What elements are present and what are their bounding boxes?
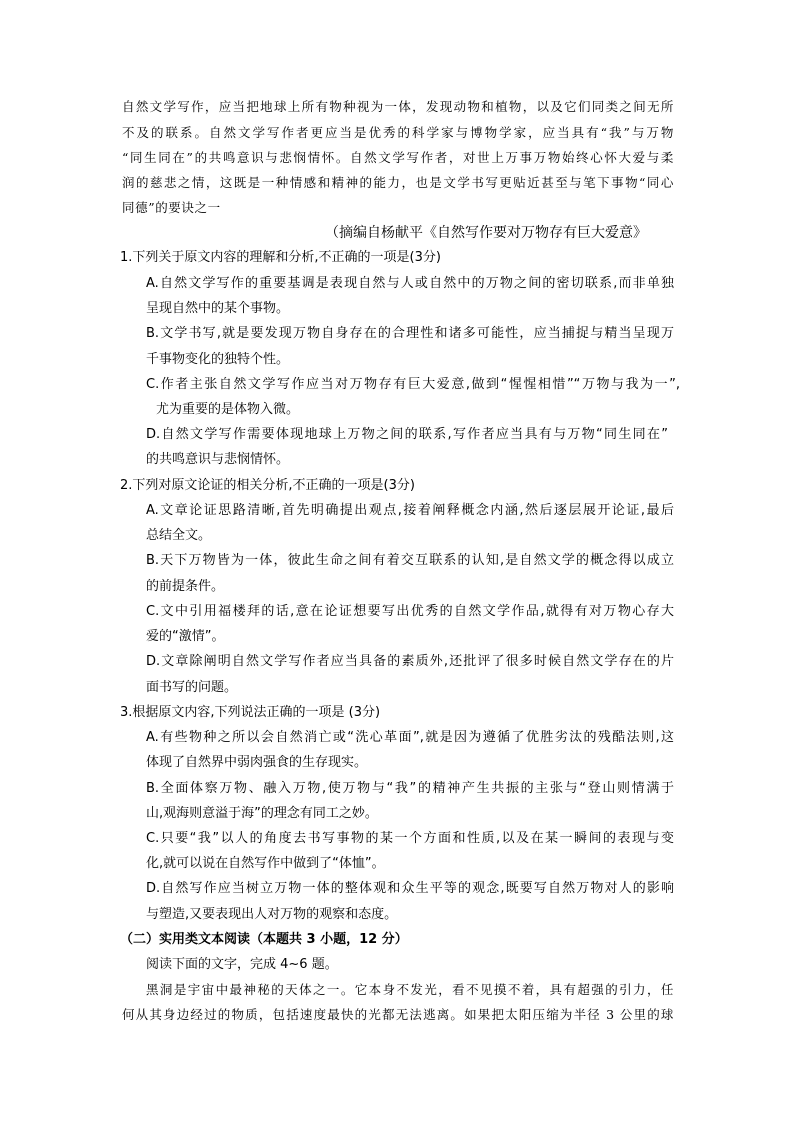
- q3-option-a-line-2: 体现了自然界中弱肉强食的生存现实。: [146, 755, 368, 770]
- q1-option-a-line-1: A.自然文学写作的重要基调是表现自然与人或自然中的万物之间的密切联系,而非单独: [146, 276, 674, 291]
- q2-option-c-line-2: 爱的“激情”。: [146, 629, 225, 644]
- q1-option-a-line-2: 呈现自然中的某个事物。: [146, 301, 290, 316]
- q3-option-a-line-1: A.有些物种之所以会自然消亡或“洗心革面”,就是因为遵循了优胜劣汰的残酷法则,这: [146, 730, 674, 745]
- q1-option-c-line-1: C.作者主张自然文学写作应当对万物存有巨大爱意,做到“惺惺相惜”“万物与我为一”,: [146, 377, 680, 392]
- passage-top-line-4: 润的慈悲之情，这既是一种情感和精神的能力，也是文学书写更贴近甚至与笔下事物“同心: [122, 175, 674, 190]
- q1-stem: 1.下列关于原文内容的理解和分析,不正确的一项是(3分): [120, 250, 441, 265]
- section-2-instruction: 阅读下面的文字，完成 4~6 题。: [146, 957, 338, 972]
- passage-bottom-line-2: 何从其身边经过的物质，包括速度最快的光都无法逃离。如果把太阳压缩为半径 3 公里的球: [122, 1007, 674, 1022]
- q2-option-b-line-2: 的前提条件。: [146, 579, 225, 594]
- q2-stem: 2.下列对原文论证的相关分析,不正确的一项是(3分): [120, 478, 415, 493]
- passage-top-line-1: 自然文学写作，应当把地球上所有物种视为一体，发现动物和植物，以及它们同类之间无所: [122, 99, 674, 114]
- q3-option-b-line-2: 山,观海则意溢于海”的理念有同工之妙。: [146, 806, 378, 821]
- passage-top-line-2: 不及的联系。自然文学写作者更应当是优秀的科学家与博物学家，应当具有“我”与万物: [122, 125, 674, 140]
- passage-top-line-5: 同德”的要诀之一: [122, 200, 221, 215]
- section-2-title: （二）实用类文本阅读（本题共 3 小题，12 分）: [120, 932, 408, 947]
- q3-option-c-line-2: 化,就可以说在自然写作中做到了“体恤”。: [146, 856, 385, 871]
- q2-option-a-line-2: 总结全文。: [146, 528, 212, 543]
- q1-option-b-line-1: B.文学书写,就是要发现万物自身存在的合理性和诸多可能性，应当捕捉与精当呈现万: [146, 326, 674, 341]
- q2-option-d-line-2: 面书写的问题。: [146, 680, 238, 695]
- q2-option-b-line-1: B.天下万物皆为一体，彼此生命之间有着交互联系的认知,是自然文学的概念得以成立: [146, 553, 674, 568]
- q1-option-b-line-2: 千事物变化的独特个性。: [146, 352, 290, 367]
- q3-option-d-line-1: D.自然写作应当树立万物一体的整体观和众生平等的观念,既要写自然万物对人的影响: [146, 881, 674, 896]
- q1-option-c-line-2: 尤为重要的是体物入微。: [156, 402, 300, 417]
- q3-option-c-line-1: C.只要“我”以人的角度去书写事物的某一个方面和性质,以及在某一瞬间的表现与变: [146, 831, 674, 846]
- q2-option-c-line-1: C.文中引用福楼拜的话,意在论证想要写出优秀的自然文学作品,就得有对万物心存大: [146, 604, 674, 619]
- q1-option-d-line-1: D.自然文学写作需要体现地球上万物之间的联系,写作者应当具有与万物“同生同在”: [146, 427, 668, 442]
- q3-option-d-line-2: 与塑造,又要表现出人对万物的观察和态度。: [146, 907, 398, 922]
- q2-option-a-line-1: A.文章论证思路清晰,首先明确提出观点,接着阐释概念内涵,然后逐层展开论证,最后: [146, 503, 674, 518]
- source-citation: （摘编自杨献平《自然写作要对万物存有巨大爱意》: [325, 225, 647, 241]
- q3-stem: 3.根据原文内容,下列说法正确的一项是 (3分): [120, 705, 381, 720]
- passage-top-line-3: “同生同在”的共鸣意识与悲悯情怀。自然文学写作者，对世上万事万物始终心怀大爱与柔: [122, 150, 674, 165]
- passage-bottom-line-1: 黑洞是宇宙中最神秘的天体之一。它本身不发光，看不见摸不着，具有超强的引力，任: [146, 982, 674, 997]
- q3-option-b-line-1: B.全面体察万物、融入万物,使万物与“我”的精神产生共振的主张与“登山则情满于: [146, 781, 674, 796]
- q1-option-d-line-2: 的共鸣意识与悲悯情怀。: [146, 452, 290, 467]
- q2-option-d-line-1: D.文章除阐明自然文学写作者应当具备的素质外,还批评了很多时候自然文学存在的片: [146, 654, 674, 669]
